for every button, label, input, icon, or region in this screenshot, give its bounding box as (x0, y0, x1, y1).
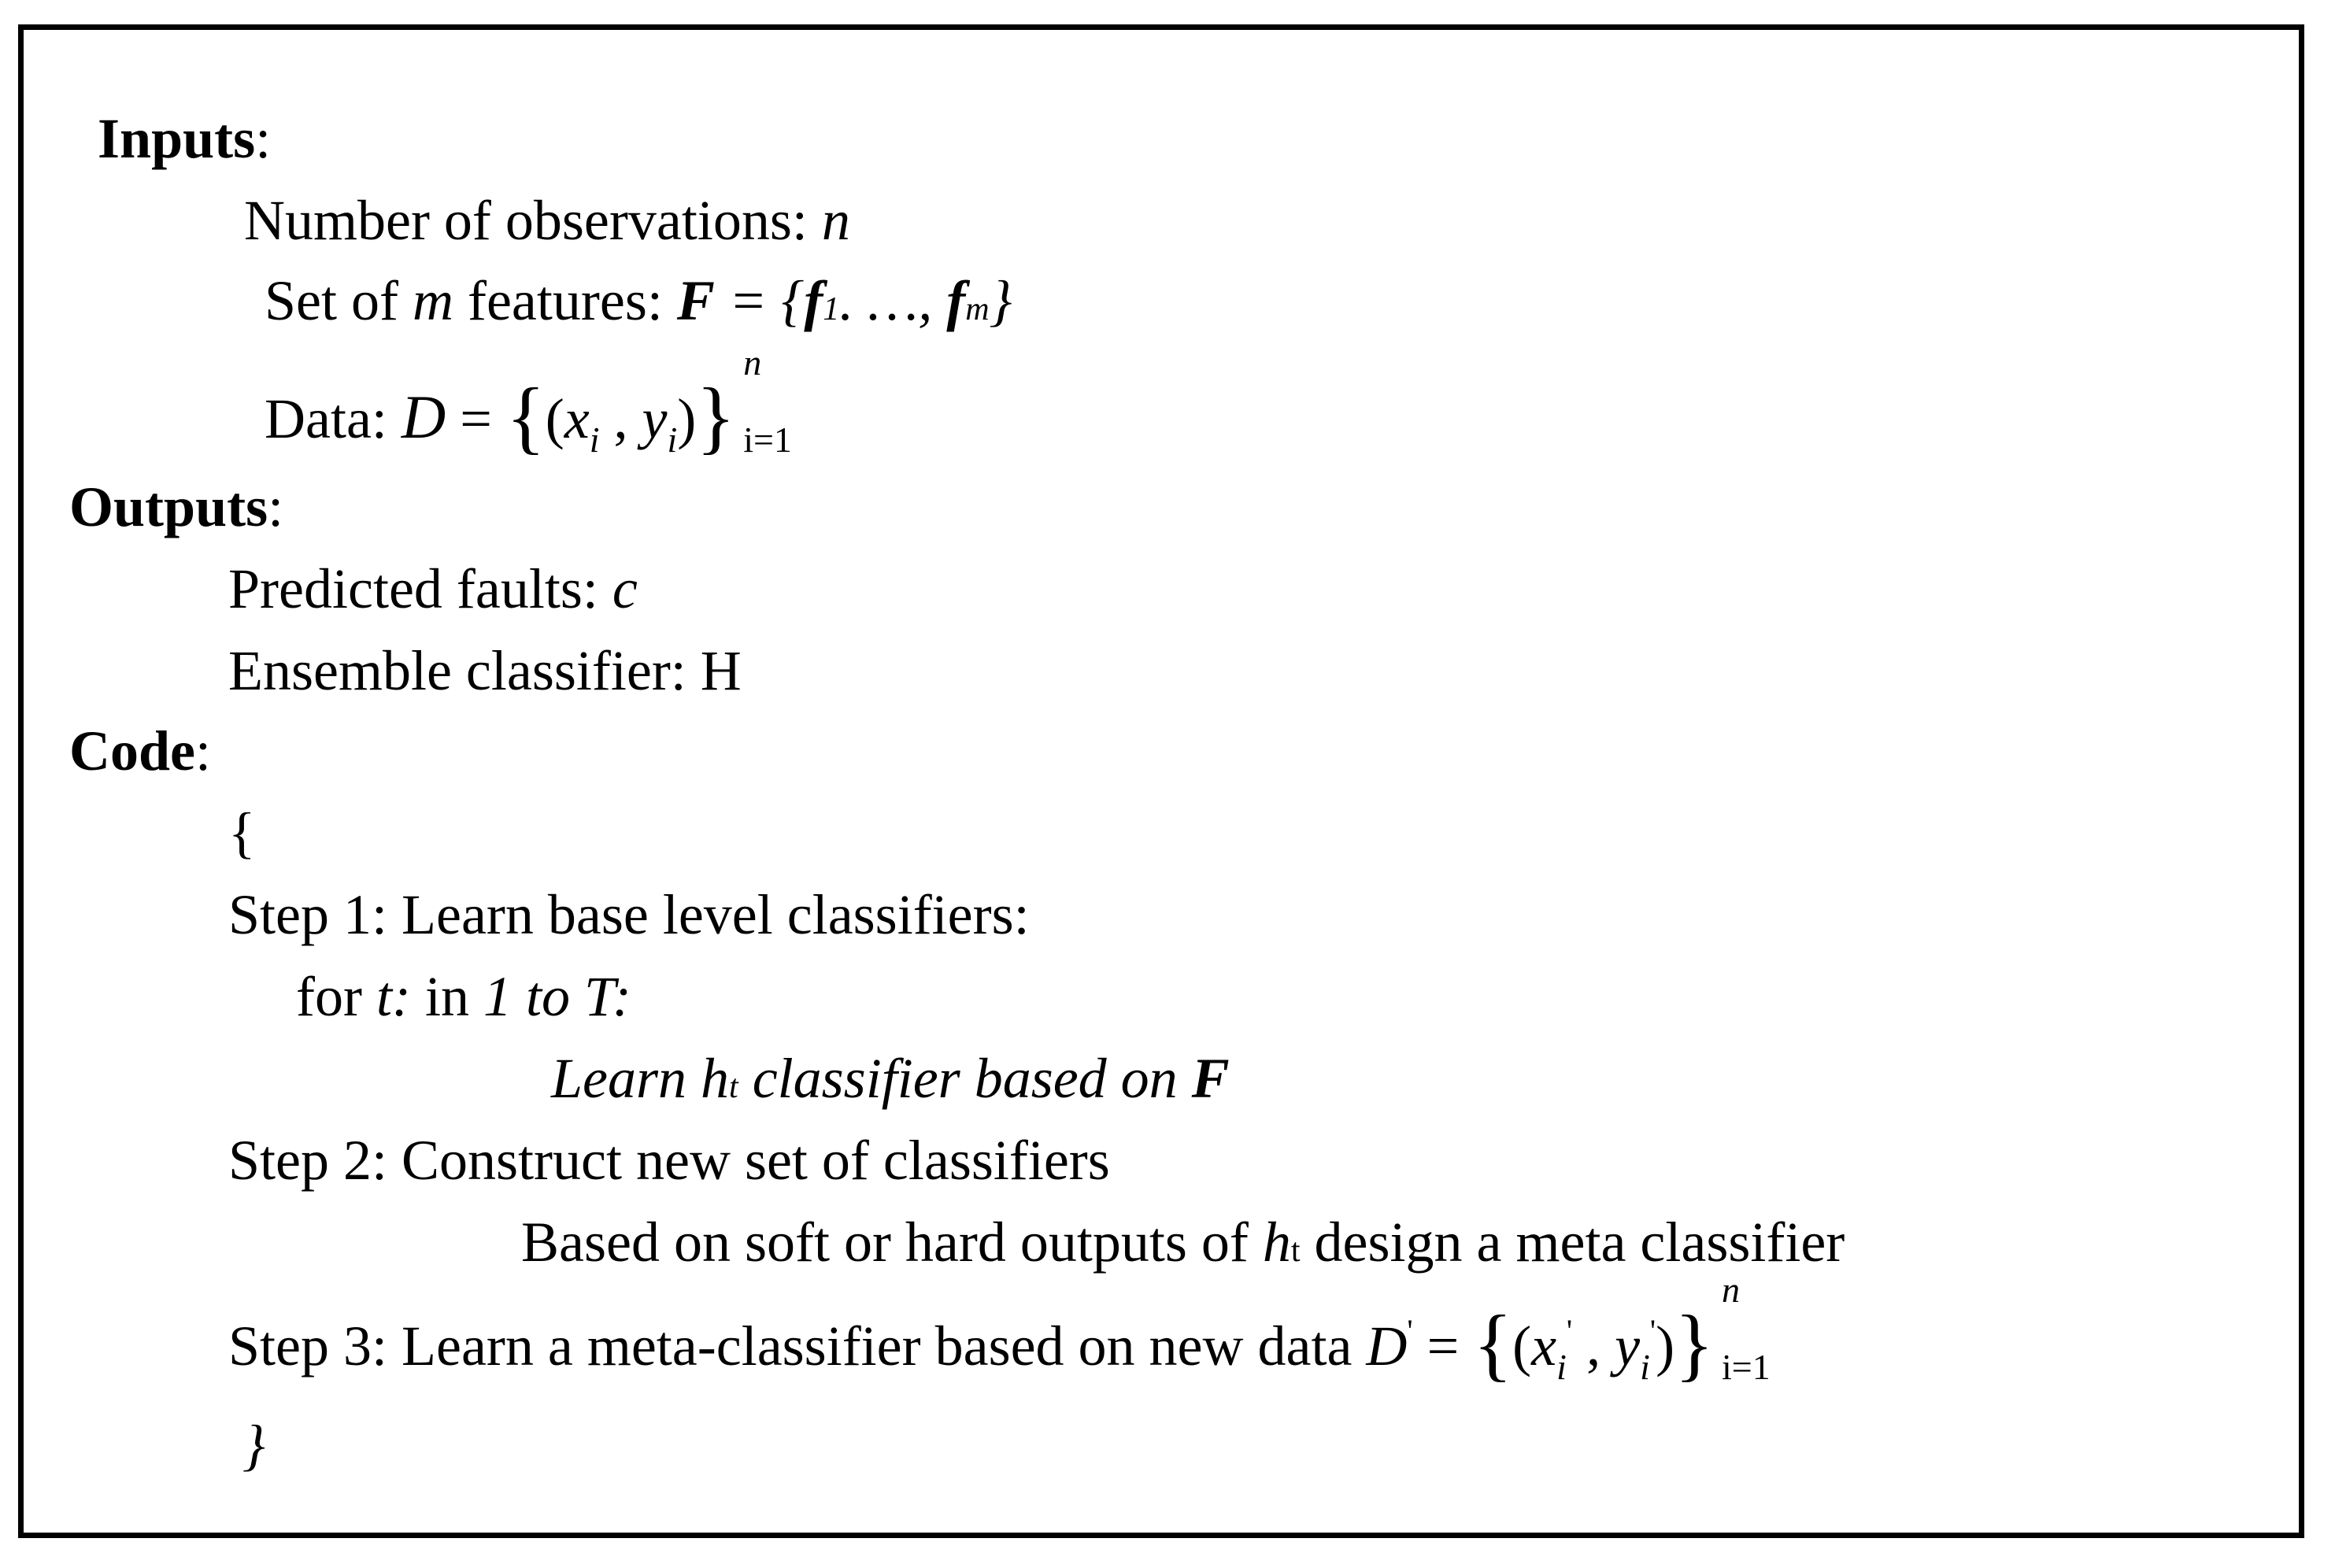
feature-f1: f (804, 269, 823, 332)
step-3-formula (1366, 1270, 1771, 1389)
step-3-eq: = (1412, 1315, 1474, 1378)
step-3-comma: , (1572, 1315, 1615, 1378)
learn-classifier-text-a: Learn h (551, 1047, 730, 1110)
feature-fm-subscript: m (965, 291, 990, 327)
data-y-subscript: i (667, 420, 678, 460)
observations-variable: n (821, 189, 850, 252)
step-3-limits (1714, 1270, 1771, 1387)
data-lower-limit: i=1 (743, 420, 792, 460)
step-3-paren-close: ) (1656, 1315, 1675, 1378)
feature-set-ellipsis: . …, (839, 269, 947, 332)
inputs-colon: : (255, 107, 272, 170)
code-open-brace: { (228, 801, 256, 864)
learn-classifier-line (551, 1047, 1230, 1110)
data-D-symbol: D (401, 383, 446, 451)
features-label-b: features: (453, 269, 677, 332)
data-paren-close: ) (677, 387, 697, 450)
for-keyword: for (296, 965, 376, 1028)
step-3-close-brace: } (1674, 1299, 1714, 1389)
inputs-section-title (98, 107, 272, 170)
step-3-y-subscript: i (1640, 1347, 1650, 1387)
step-3-line (228, 1270, 1771, 1389)
step-3-D-symbol: D (1366, 1315, 1408, 1378)
meta-design-text-a: Based on soft or hard outputs of (521, 1211, 1263, 1274)
step-3-x-subscript: i (1556, 1347, 1567, 1387)
for-loop-line (296, 965, 632, 1028)
step-1-line: Step 1: Learn base level classifiers: (228, 883, 1030, 946)
step-3-open-brace: { (1473, 1299, 1513, 1389)
step-3-x-prime: ' (1566, 1313, 1573, 1348)
step-2-line: Step 2: Construct new set of classifiers (228, 1129, 1110, 1192)
code-section-title (69, 719, 212, 782)
step-3-y: y (1615, 1315, 1641, 1378)
step-3-text: Step 3: Learn a meta-classifier based on new data (228, 1315, 1367, 1378)
data-close-brace: } (696, 372, 736, 462)
data-x: x (564, 387, 590, 450)
code-heading: Code (69, 719, 195, 782)
outputs-section-title (69, 475, 284, 538)
data-open-brace: { (505, 372, 546, 462)
data-y: y (642, 387, 668, 450)
step-3-paren-open: ( (1512, 1315, 1532, 1378)
data-eq: = (446, 387, 506, 450)
ensemble-classifier-line (228, 639, 742, 702)
data-line (265, 342, 792, 462)
features-count-variable: m (412, 269, 453, 332)
predicted-faults-line (228, 557, 638, 620)
loop-variable: t: (376, 965, 411, 1028)
data-limits (735, 342, 792, 460)
loop-range: 1 to T: (483, 965, 632, 1028)
feature-f1-subscript: 1 (823, 291, 840, 327)
predicted-faults-variable: c (612, 557, 638, 620)
features-line (265, 269, 1012, 332)
feature-set-symbol: F (676, 269, 715, 332)
features-label-a: Set of (265, 269, 413, 332)
data-comma: , (599, 387, 642, 450)
step-3-y-prime: ' (1649, 1313, 1656, 1348)
meta-design-line (521, 1211, 1845, 1274)
inputs-heading: Inputs (98, 107, 256, 170)
learn-classifier-text-b: classifier based on (738, 1047, 1192, 1110)
outputs-colon: : (268, 475, 284, 538)
in-keyword: in (410, 965, 483, 1028)
feature-set-close: } (989, 269, 1012, 332)
step-3-x: x (1531, 1315, 1557, 1378)
observations-line (244, 189, 850, 252)
step-3-lower-limit: i=1 (1722, 1347, 1771, 1387)
observations-label: Number of observations: (244, 189, 822, 252)
meta-design-h: h (1262, 1211, 1291, 1274)
ensemble-classifier-label: Ensemble classifier: H (228, 639, 742, 702)
learn-classifier-subscript: t (729, 1069, 738, 1105)
step-3-D-prime: ' (1407, 1313, 1413, 1348)
code-close-brace: } (242, 1414, 265, 1477)
predicted-faults-label: Predicted faults: (228, 557, 612, 620)
meta-design-subscript: t (1290, 1233, 1301, 1269)
outputs-heading: Outputs (69, 475, 268, 538)
code-colon: : (195, 719, 212, 782)
learn-classifier-feature-set: F (1191, 1047, 1230, 1110)
data-label: Data: (265, 387, 402, 450)
data-paren-open: ( (545, 387, 564, 450)
data-x-subscript: i (589, 420, 600, 460)
feature-set-eq: = { (714, 269, 805, 332)
data-upper-limit: n (743, 342, 762, 383)
data-formula (401, 342, 792, 462)
meta-design-text-b: design a meta classifier (1300, 1211, 1845, 1274)
step-3-upper-limit: n (1722, 1270, 1740, 1310)
feature-fm: f (946, 269, 966, 332)
